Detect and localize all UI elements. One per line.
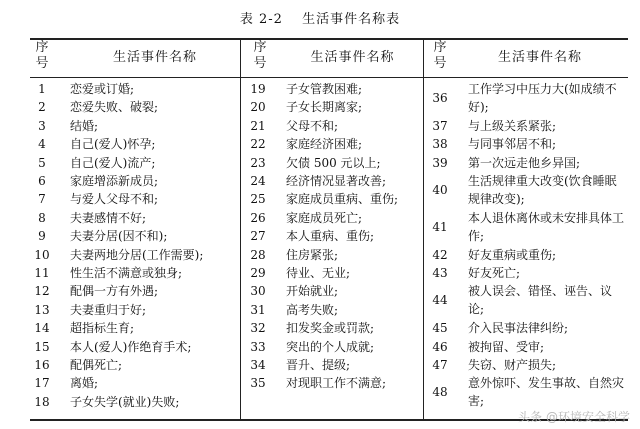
- event-name: 配偶死亡;: [70, 358, 123, 372]
- row-number: 19: [250, 82, 266, 96]
- event-name: 夫妻两地分居(工作需要);: [70, 247, 204, 262]
- row-number: 10: [34, 247, 50, 262]
- row-number: 24: [250, 174, 266, 188]
- row-number: 12: [34, 284, 50, 299]
- event-name: 与上级关系紧张;: [468, 118, 557, 133]
- row-number: 13: [34, 302, 50, 317]
- row-number: 3: [38, 118, 46, 133]
- row-number: 2: [38, 100, 46, 115]
- event-name: 夫妻分居(因不和);: [70, 229, 168, 244]
- header-num: 序号: [253, 40, 267, 71]
- row-number: 38: [432, 137, 448, 152]
- row-number: 30: [250, 284, 266, 299]
- event-name: 高考失败;: [286, 302, 339, 317]
- row-number: 6: [38, 174, 46, 188]
- table-number: 表 2-2: [239, 12, 283, 27]
- event-name: 本人重病、重伤;: [286, 229, 375, 244]
- row-number: 11: [34, 266, 50, 280]
- row-number: 18: [34, 394, 50, 409]
- row-number: 1: [38, 82, 46, 96]
- event-name: 对现职工作不满意;: [286, 376, 387, 391]
- event-name: 家庭成员重病、重伤;: [286, 192, 399, 207]
- row-number: 14: [34, 321, 50, 336]
- event-name: 扣发奖金或罚款;: [286, 321, 375, 336]
- event-name: 子女失学(就业)失败;: [70, 394, 180, 409]
- row-number: 46: [432, 339, 448, 354]
- row-number: 16: [34, 358, 50, 372]
- row-number: 23: [250, 155, 266, 170]
- row-number: 43: [432, 266, 448, 280]
- header-name: 生活事件名称: [112, 50, 197, 65]
- event-name: 父母不和;: [286, 118, 339, 133]
- row-number: 33: [250, 339, 266, 354]
- row-number: 28: [250, 247, 266, 262]
- header-num: 序号: [433, 40, 447, 71]
- row-number: 7: [38, 192, 46, 207]
- row-number: 47: [432, 358, 448, 372]
- event-name: 晋升、提级;: [286, 358, 351, 372]
- event-name: 被拘留、受审;: [468, 339, 545, 354]
- row-number: 37: [432, 118, 448, 133]
- row-number: 20: [250, 100, 266, 115]
- header-name: 生活事件名称: [497, 50, 582, 65]
- table-title: 生活事件名称表: [302, 12, 401, 27]
- row-number: 32: [250, 321, 266, 336]
- event-name: 性生活不满意或独身;: [70, 266, 183, 280]
- header-num: 序号: [35, 40, 49, 71]
- event-name: 配偶一方有外遇;: [70, 284, 159, 299]
- row-number: 35: [250, 376, 266, 391]
- row-number: 9: [38, 229, 46, 244]
- event-name: 超指标生育;: [70, 321, 135, 336]
- event-name: 第一次远走他乡异国;: [468, 155, 581, 170]
- event-name: 与爱人父母不和;: [70, 192, 159, 207]
- row-number: 34: [250, 358, 266, 372]
- table-header-rule: [30, 77, 628, 78]
- event-name: 介入民事法律纠纷;: [468, 321, 569, 336]
- event-name: 家庭经济困难;: [286, 137, 363, 152]
- event-name: 住房紧张;: [286, 247, 339, 262]
- row-number: 29: [250, 266, 266, 280]
- row-number: 40: [432, 183, 448, 197]
- row-number: 39: [432, 155, 448, 170]
- row-number: 27: [250, 229, 266, 244]
- row-number: 44: [432, 293, 448, 308]
- row-number: 15: [34, 339, 50, 354]
- row-number: 42: [432, 247, 448, 262]
- event-name: 家庭成员死亡;: [286, 210, 363, 225]
- event-name: 被人误会、错怪、诬告、议论;: [468, 284, 613, 317]
- event-name: 经济情况显著改善;: [286, 174, 387, 188]
- event-name: 本人(爱人)作绝育手术;: [70, 339, 192, 354]
- event-name: 突出的个人成就;: [286, 339, 375, 354]
- event-name: 结婚;: [70, 118, 99, 133]
- column-divider: [240, 38, 241, 420]
- row-number: 45: [432, 321, 448, 336]
- column-divider: [423, 38, 424, 420]
- event-name: 本人退休离休或未安排具体工作;: [468, 210, 625, 243]
- row-number: 4: [38, 137, 46, 152]
- event-name: 待业、无业;: [286, 266, 351, 280]
- row-number: 5: [38, 155, 46, 170]
- row-number: 17: [34, 376, 50, 391]
- event-name: 恋爱或订婚;: [70, 82, 135, 96]
- event-name: 意外惊吓、发生事故、自然灾害;: [468, 376, 625, 409]
- event-name: 子女管教困难;: [286, 82, 363, 96]
- event-name: 生活规律重大改变(饮食睡眠规律改变);: [468, 174, 617, 206]
- event-name: 夫妻感情不好;: [70, 210, 147, 225]
- event-name: 自己(爱人)流产;: [70, 155, 156, 170]
- event-name: 与同事邻居不和;: [468, 137, 557, 152]
- event-name: 自己(爱人)怀孕;: [70, 137, 156, 152]
- event-name: 好友重病或重伤;: [468, 247, 557, 262]
- row-number: 48: [432, 385, 448, 400]
- header-name: 生活事件名称: [310, 50, 395, 65]
- table-caption: [0, 8, 640, 27]
- event-name: 家庭增添新成员;: [70, 174, 159, 188]
- event-name: 好友死亡;: [468, 266, 521, 280]
- row-number: 8: [38, 210, 46, 225]
- row-number: 22: [250, 137, 266, 152]
- row-number: 41: [432, 219, 448, 234]
- event-name: 失窃、财产损失;: [468, 358, 557, 372]
- event-name: 欠债 500 元以上;: [286, 155, 381, 170]
- event-name: 离婚;: [70, 376, 99, 391]
- row-number: 26: [250, 210, 266, 225]
- event-name: 夫妻重归于好;: [70, 302, 147, 317]
- event-name: 开始就业;: [286, 284, 339, 299]
- row-number: 21: [250, 118, 266, 133]
- row-number: 31: [250, 302, 266, 317]
- row-number: 36: [432, 91, 448, 105]
- watermark: 头条 @环境安全科学: [518, 410, 630, 424]
- event-name: 工作学习中压力大(如成绩不好);: [468, 82, 617, 114]
- event-name: 子女长期离家;: [286, 100, 363, 115]
- row-number: 25: [250, 192, 266, 207]
- event-name: 恋爱失败、破裂;: [70, 100, 159, 115]
